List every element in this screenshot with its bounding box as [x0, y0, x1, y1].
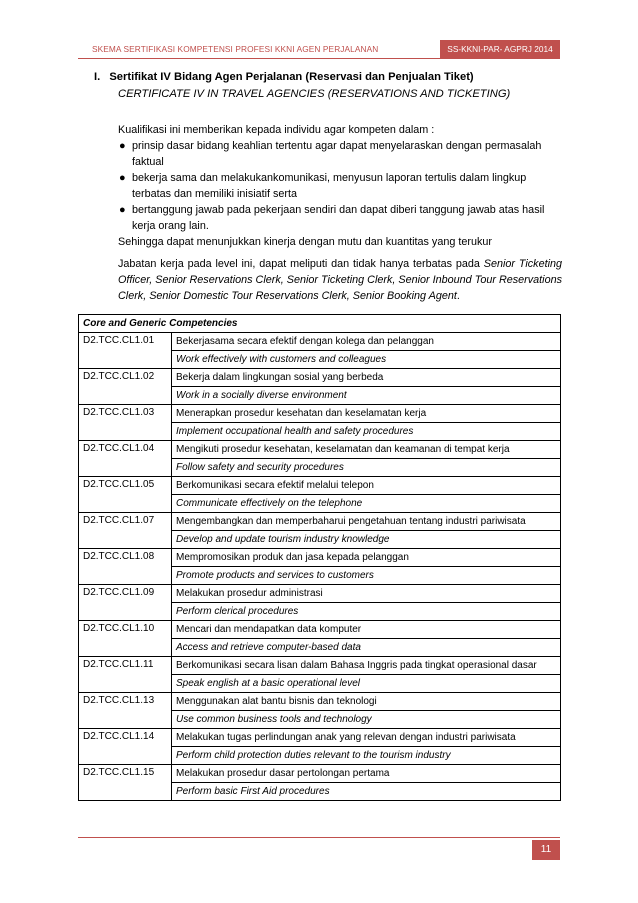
competency-code: D2.TCC.CL1.03 — [79, 405, 172, 441]
table-row — [79, 513, 561, 531]
competency-title-en: Communicate effectively on the telephone — [172, 495, 561, 513]
bullet-icon: ● — [119, 140, 126, 152]
jobs-prefix: Jabatan kerja pada level ini, dapat meliputi dan tidak hanya terbatas pada — [118, 258, 484, 270]
competency-title-id: Menerapkan prosedur kesehatan dan keselamatan kerja — [172, 405, 561, 423]
table-row — [79, 729, 561, 747]
competency-title-en: Perform clerical procedures — [172, 603, 561, 621]
competency-code: D2.TCC.CL1.11 — [79, 657, 172, 693]
competency-title-en: Develop and update tourism industry knowledge — [172, 531, 561, 549]
competency-title-id: Mempromosikan produk dan jasa kepada pelanggan — [172, 549, 561, 567]
intro-text: Kualifikasi ini memberikan kepada individu agar kompeten dalam : — [118, 124, 435, 136]
page-number: 11 — [532, 840, 560, 860]
competency-title-en: Implement occupational health and safety procedures — [172, 423, 561, 441]
bullet-icon: ● — [119, 172, 126, 184]
table-row — [79, 405, 561, 423]
competency-code: D2.TCC.CL1.05 — [79, 477, 172, 513]
competency-title-id: Mengembangkan dan memperbaharui pengetahuan tentang industri pariwisata — [172, 513, 561, 531]
table-row — [79, 765, 561, 783]
table-row — [79, 621, 561, 639]
competency-title-id: Bekerja dalam lingkungan sosial yang berbeda — [172, 369, 561, 387]
table-row — [79, 441, 561, 459]
table-row — [79, 549, 561, 567]
footer-divider — [78, 837, 560, 838]
table-header-row — [79, 315, 561, 333]
table-row — [79, 657, 561, 675]
section-title — [94, 71, 474, 83]
competency-code: D2.TCC.CL1.14 — [79, 729, 172, 765]
competency-code: D2.TCC.CL1.07 — [79, 513, 172, 549]
competency-title-id: Melakukan prosedur dasar pertolongan pertama — [172, 765, 561, 783]
competency-title-id: Berkomunikasi secara efektif melalui telepon — [172, 477, 561, 495]
competency-title-en: Perform basic First Aid procedures — [172, 783, 561, 801]
competency-code: D2.TCC.CL1.08 — [79, 549, 172, 585]
header-code-badge: SS-KKNI-PAR- AGPRJ 2014 — [440, 40, 560, 58]
competency-title-en: Use common business tools and technology — [172, 711, 561, 729]
competency-title-en: Speak english at a basic operational level — [172, 675, 561, 693]
bullet-item: ● bekerja sama dan melakukankomunikasi, menyusun laporan tertulis dalam lingkup terbatas dan memiliki inisiatif serta — [119, 172, 527, 200]
competency-title-id: Mencari dan mendapatkan data komputer — [172, 621, 561, 639]
section-number: I. — [94, 71, 101, 83]
competency-title-id: Menggunakan alat bantu bisnis dan teknologi — [172, 693, 561, 711]
competency-code: D2.TCC.CL1.04 — [79, 441, 172, 477]
bullet-item: ● prinsip dasar bidang keahlian tertentu agar dapat menyelaraskan dengan permasalah faktual — [119, 140, 542, 168]
header-title: SKEMA SERTIFIKASI KOMPETENSI PROFESI KKNI AGEN PERJALANAN — [92, 44, 379, 54]
table-row — [79, 477, 561, 495]
table-row — [79, 693, 561, 711]
table-row — [79, 333, 561, 351]
competency-code: D2.TCC.CL1.10 — [79, 621, 172, 657]
jobs-list: Senior Ticketing Officer, Senior Reservations Clerk, Senior Ticketing Clerk, Senior Inbound Tour Reservations Clerk, Senior Domestic Tour Reservations Clerk, Senior Booking Agent — [118, 258, 562, 302]
competency-title-en: Work effectively with customers and colleagues — [172, 351, 561, 369]
competency-title-id: Berkomunikasi secara lisan dalam Bahasa Inggris pada tingkat operasional dasar — [172, 657, 561, 675]
competency-title-en: Perform child protection duties relevant to the tourism industry — [172, 747, 561, 765]
competency-title-en: Work in a socially diverse environment — [172, 387, 561, 405]
competency-title-id: Mengikuti prosedur kesehatan, keselamatan dan keamanan di tempat kerja — [172, 441, 561, 459]
table-header: Core and Generic Competencies — [79, 315, 561, 333]
section-title-text: Sertifikat IV Bidang Agen Perjalanan (Reservasi dan Penjualan Tiket) — [109, 71, 474, 83]
competency-code: D2.TCC.CL1.15 — [79, 765, 172, 801]
competency-title-en: Access and retrieve computer-based data — [172, 639, 561, 657]
table-row — [79, 585, 561, 603]
competency-title-en: Follow safety and security procedures — [172, 459, 561, 477]
competency-title-id: Bekerjasama secara efektif dengan kolega dan pelanggan — [172, 333, 561, 351]
competency-code: D2.TCC.CL1.02 — [79, 369, 172, 405]
closing-text: Sehingga dapat menunjukkan kinerja dengan mutu dan kuantitas yang terukur — [118, 236, 492, 248]
competency-code: D2.TCC.CL1.09 — [79, 585, 172, 621]
table-row — [79, 369, 561, 387]
competency-code: D2.TCC.CL1.01 — [79, 333, 172, 369]
competency-title-id: Melakukan prosedur administrasi — [172, 585, 561, 603]
section-subtitle: CERTIFICATE IV IN TRAVEL AGENCIES (RESERVATIONS AND TICKETING) — [118, 88, 511, 100]
competency-code: D2.TCC.CL1.13 — [79, 693, 172, 729]
bullet-item: ● bertanggung jawab pada pekerjaan sendiri dan dapat diberi tanggung jawab atas hasil kerja orang lain. — [119, 204, 545, 232]
page-header — [78, 40, 560, 59]
jobs-paragraph: Jabatan kerja pada level ini, dapat meliputi dan tidak hanya terbatas pada Senior Ticketing Officer, Senior Reservations Clerk, Senior Ticketing Clerk, Senior Inbound Tour Reservations Clerk, Senior Domestic Tour Reservations Clerk, Senior Booking Agent. — [118, 258, 562, 302]
bullet-icon: ● — [119, 204, 126, 216]
competency-title-en: Promote products and services to customers — [172, 567, 561, 585]
competency-title-id: Melakukan tugas perlindungan anak yang relevan dengan industri pariwisata — [172, 729, 561, 747]
competencies-table — [78, 314, 561, 801]
